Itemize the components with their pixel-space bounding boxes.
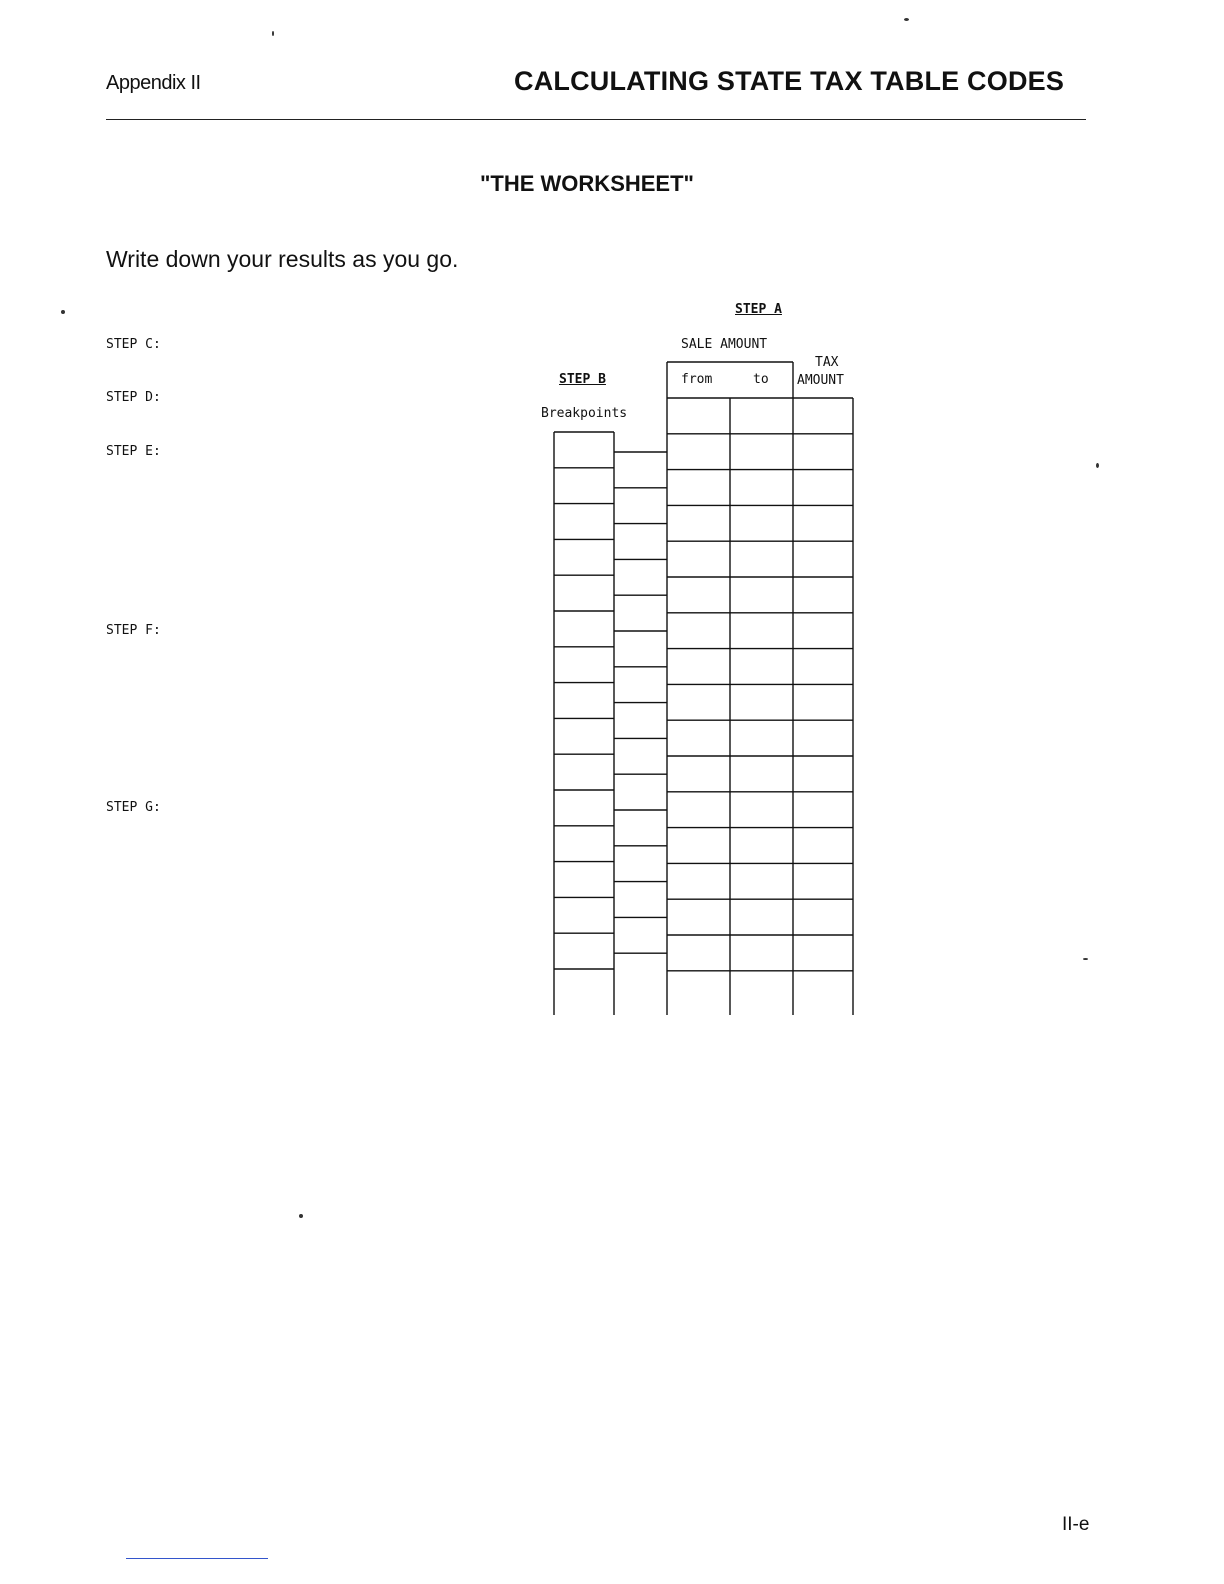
- page-title: CALCULATING STATE TAX TABLE CODES: [514, 66, 1065, 96]
- to-heading: to: [753, 372, 769, 387]
- step-c-label: STEP C:: [106, 337, 161, 352]
- scan-speck: [904, 18, 909, 21]
- tax-heading: TAX: [815, 355, 839, 370]
- instruction-text: Write down your results as you go.: [106, 246, 459, 272]
- scan-speck: [61, 310, 65, 314]
- step-f-label: STEP F:: [106, 623, 161, 638]
- step-d-label: STEP D:: [106, 390, 161, 405]
- scan-speck: [1083, 958, 1088, 960]
- appendix-label: Appendix II: [106, 72, 201, 94]
- breakpoints-heading: Breakpoints: [541, 406, 628, 421]
- step-b-heading: STEP B: [559, 372, 606, 387]
- amount-heading: AMOUNT: [797, 373, 844, 388]
- scan-speck: [299, 1214, 303, 1218]
- scan-speck: [272, 31, 274, 36]
- from-heading: from: [681, 372, 713, 387]
- step-e-label: STEP E:: [106, 444, 161, 459]
- sale-amount-heading: SALE AMOUNT: [681, 337, 768, 352]
- page-number: II-e: [1062, 1514, 1090, 1535]
- step-g-label: STEP G:: [106, 800, 161, 815]
- scan-speck: [1096, 463, 1099, 468]
- step-a-heading: STEP A: [735, 302, 782, 317]
- worksheet-title: "THE WORKSHEET": [480, 171, 694, 196]
- footer-rule: [126, 1558, 268, 1559]
